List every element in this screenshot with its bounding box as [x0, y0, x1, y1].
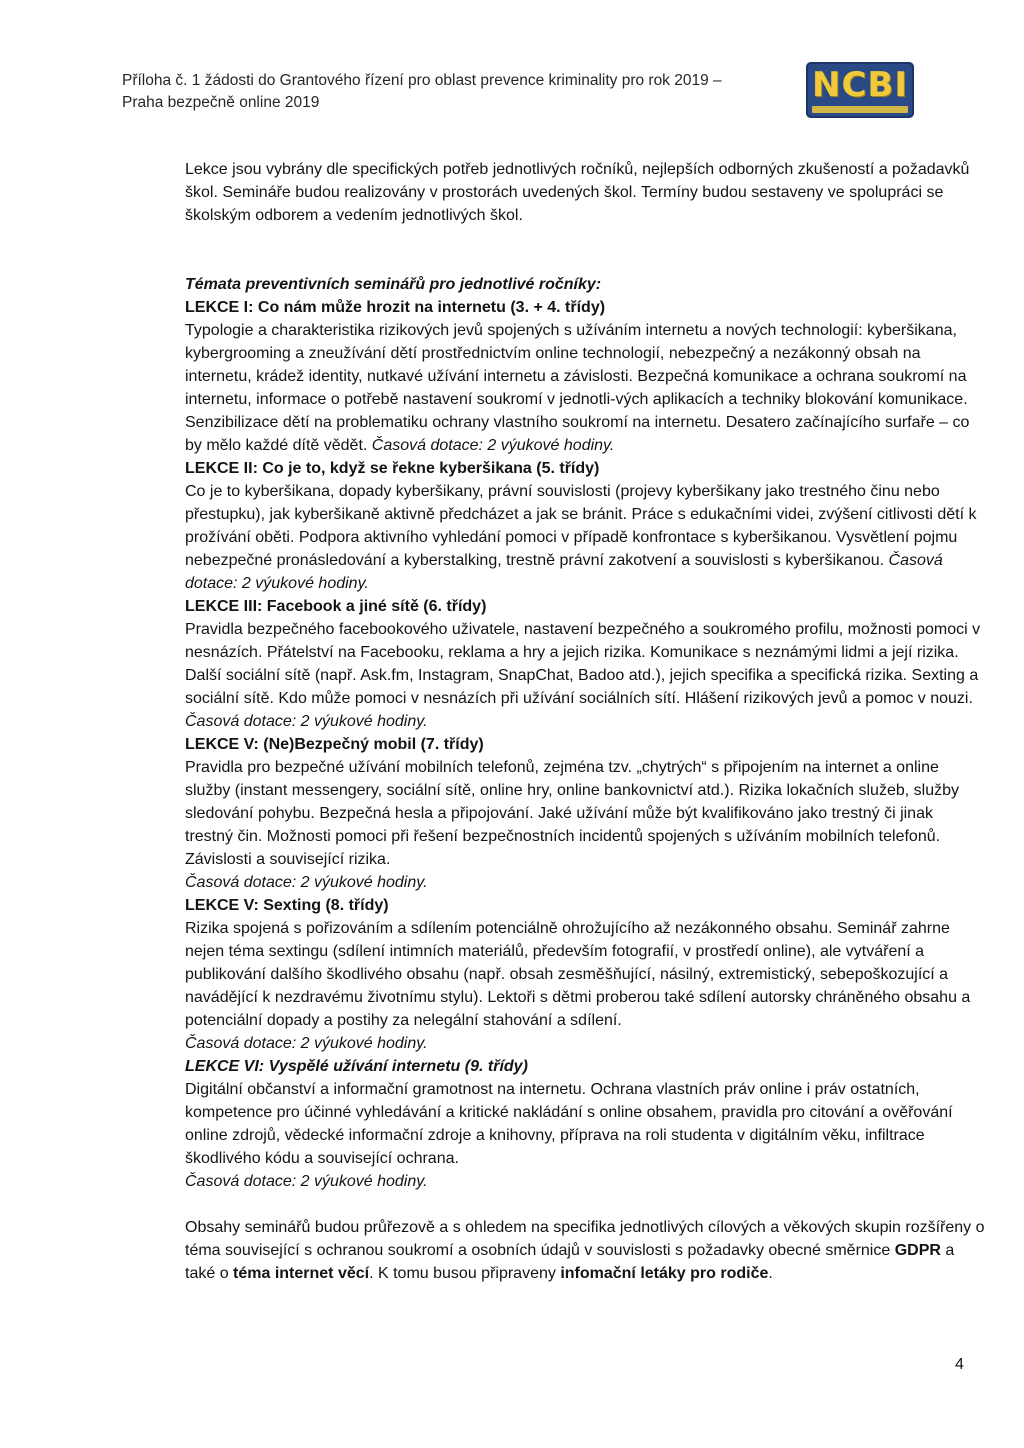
lesson-3-time: Časová dotace: 2 výukové hodiny.: [185, 713, 428, 730]
lesson-3-text: Pravidla bezpečného facebookového uživatele, nastavení bezpečného a soukromého profilu, možnosti pomoci v nesnázích. Přátelství na Facebooku, reklama a hry a jejich rizika. Komunikace s neznámými lidmi a její rizika. Další sociální sítě (např. Ask.fm, Instagram, SnapChat, Badoo atd.), jejich specifika a specifická rizika. Sexting a sociální sítě. Kdo může pomoci v nesnázích při užívání sociálních sítí. Hlášení rizikových jevů a pomoc v nouzi.: [185, 621, 981, 707]
header-line-1: Příloha č. 1 žádosti do Grantového řízení pro oblast prevence kriminality pro rok 2019 –: [122, 72, 722, 89]
lesson-2-title: LEKCE II: Co je to, když se řekne kyberšikana (5. třídy): [185, 460, 600, 477]
lesson-1-body: [185, 319, 985, 457]
lesson-4-title: LEKCE V: (Ne)Bezpečný mobil (7. třídy): [185, 736, 484, 753]
header-line-2: Praha bezpečně online 2019: [122, 94, 320, 111]
lesson-6-body: Digitální občanství a informační gramotnost na internetu. Ochrana vlastních práv online i práv ostatních, kompetence pro účinné vyhledávání a kritické nakládání s online obsahem, pravidla pro citování a ověřování online zdrojů, vědecké informační zdroje a knihovny, příprava na roli studenta v digitálním věku, infiltrace škodlivého kódu a související ochrana.: [185, 1081, 953, 1167]
page-number: 4: [955, 1356, 964, 1373]
closing-text-3: . K tomu busou připraveny: [369, 1265, 561, 1282]
page-header: [122, 70, 722, 114]
document-body: [185, 158, 985, 1285]
lesson-5-body: Rizika spojená s pořizováním a sdílením potenciálně ohrožujícího až nezákonného obsahu. Seminář zahrne nejen téma sextingu (sdílení intimních materiálů, především fotografií, v prostředí online), ale vytváření a publikování dalšího škodlivého obsahu (např. obsah zesměšňující, násilný, extremistický, sebepoškozující a navádějící k nezdravému životnímu stylu). Lektoři s dětmi proberou také sdílení autorsky chráněného obsahu a potenciální dopady a postihy za nelegální stahování a sdílení.: [185, 920, 971, 1029]
closing-iot: téma internet věcí: [233, 1265, 370, 1282]
logo-text: NCBI: [812, 65, 908, 105]
lesson-2-text: Co je to kyberšikana, dopady kyberšikany, právní souvislosti (projevy kyberšikany jako trestného činu nebo přestupku), jak kyberšikaně aktivně předcházet a jak se bránit. Práce s edukačními videi, zvýšení citlivosti dětí k prožívání oběti. Podpora aktivního vyhledání pomoci v případě konfrontace s kyberšikanou. Vysvětlení pojmu nebezpečné pronásledování a kyberstalking, trestně právní zakotvení a souvislosti s kyberšikanou.: [185, 483, 977, 569]
closing-text-4: .: [768, 1265, 773, 1282]
lesson-3-title: LEKCE III: Facebook a jiné sítě (6. třídy): [185, 598, 487, 615]
lesson-6-title: LEKCE VI: Vyspělé užívání internetu (9. třídy): [185, 1058, 528, 1075]
lesson-5-title: LEKCE V: Sexting (8. třídy): [185, 897, 389, 914]
closing-text-2: a také o: [185, 1242, 955, 1282]
intro-paragraph: Lekce jsou vybrány dle specifických potřeb jednotlivých ročníků, nejlepších odborných zkušeností a požadavků škol. Semináře budou realizovány v prostorách uvedených škol. Termíny budou sestaveny ve spolupráci se školským odborem a vedením jednotlivých škol.: [185, 161, 970, 224]
lesson-3-body: [185, 618, 985, 733]
logo-tagline-bar: [812, 106, 908, 113]
closing-text-1: Obsahy seminářů budou průřezově a s ohledem na specifika jednotlivých cílových a věkových skupin rozšířeny o téma související s ochranou soukromí a osobních údajů v souvislosti s požadavky obecné směrnice: [185, 1219, 985, 1259]
ncbi-logo: [806, 62, 914, 118]
lesson-1-title: LEKCE I: Co nám může hrozit na internetu (3. + 4. třídy): [185, 299, 606, 316]
section-title: Témata preventivních seminářů pro jednotlivé ročníky:: [185, 276, 602, 293]
lesson-1-text: Typologie a charakteristika rizikových jevů spojených s užíváním internetu a nových technologií: kyberšikana, kybergrooming a zneužívání dětí prostřednictvím online technologií, nebezpečný a nezákonný obsah na internetu, krádež identity, nutkavé užívání internetu a závislosti. Bezpečná komunikace a ochrana soukromí na internetu, informace o potřebě nastavení soukromí v jednotli-vých aplikacích a techniky blokování komunikace. Senzibilizace dětí na problematiku ochrany vlastního soukromí na internetu. Desatero začínajícího surfaře – co by mělo každé dítě vědět.: [185, 322, 970, 454]
lesson-1-time: Časová dotace: 2 výukové hodiny.: [371, 437, 615, 454]
lesson-5-time: Časová dotace: 2 výukové hodiny.: [185, 1035, 428, 1052]
lesson-4-time: Časová dotace: 2 výukové hodiny.: [185, 874, 428, 891]
lesson-2-body: [185, 480, 985, 595]
lesson-2-time: Časová dotace: 2 výukové hodiny.: [185, 552, 943, 592]
lesson-6-time: Časová dotace: 2 výukové hodiny.: [185, 1173, 428, 1190]
lesson-4-body: Pravidla pro bezpečné užívání mobilních telefonů, zejména tzv. „chytrých“ s připojením na internet a online služby (instant messengery, sociální sítě, online hry, online bankovnictví atd.). Rizika lokačních služeb, služby sledování pohybu. Bezpečná hesla a připojování. Jaké užívání může být kvalifikováno jako trestný či jinak trestný čin. Možnosti pomoci při řešení bezpečnostních incidentů spojených s užíváním mobilních telefonů. Závislosti a související rizika.: [185, 759, 959, 868]
closing-leaflets: infomační letáky pro rodiče: [560, 1265, 769, 1282]
closing-gdpr: GDPR: [894, 1242, 941, 1259]
closing-paragraph: [185, 1216, 985, 1285]
